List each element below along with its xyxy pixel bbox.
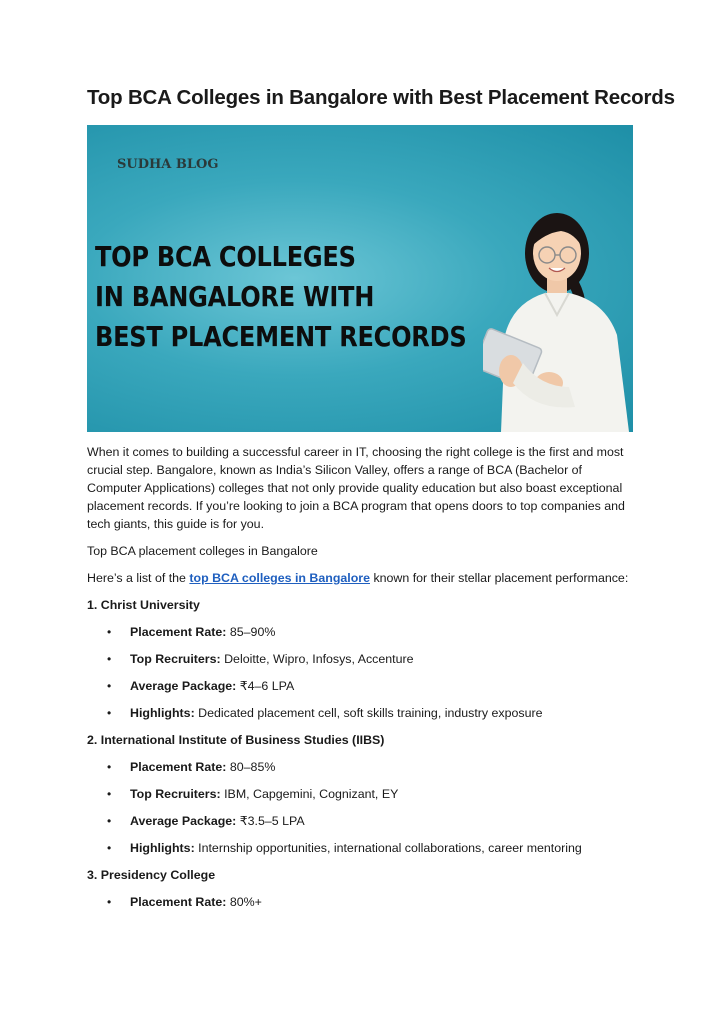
college-list-2 xyxy=(87,758,633,857)
bullet-icon: • xyxy=(107,895,112,909)
list-item xyxy=(87,650,633,668)
item-label: Placement Rate: xyxy=(130,625,227,639)
intro-paragraph: When it comes to building a successful career in IT, choosing the right college is the first and most crucial step. Bangalore, known as India’s Silicon Valley, offers a range of BCA (Bachelor of Computer Applications) colleges that not only provide quality education but also boast exceptional placement records. If you’re looking to join a BCA program that opens doors to top companies and tech giants, this guide is for you. xyxy=(87,445,625,531)
item-label: Placement Rate: xyxy=(130,760,227,774)
college-list-1 xyxy=(87,623,633,722)
item-label: Average Package: xyxy=(130,814,237,828)
item-value: Dedicated placement cell, soft skills training, industry exposure xyxy=(198,706,543,720)
item-label: Top Recruiters: xyxy=(130,652,221,666)
bullet-icon: • xyxy=(107,787,112,801)
bullet-icon: • xyxy=(107,625,112,639)
banner-image xyxy=(87,125,633,432)
student-illustration xyxy=(483,125,633,432)
college-list-3 xyxy=(87,893,633,911)
item-label: Highlights: xyxy=(130,706,195,720)
subheading: Top BCA placement colleges in Bangalore xyxy=(87,544,318,558)
item-label: Highlights: xyxy=(130,841,195,855)
list-item xyxy=(87,839,633,857)
article-body xyxy=(87,443,633,920)
bullet-icon: • xyxy=(107,652,112,666)
bullet-icon: • xyxy=(107,706,112,720)
item-value: 85–90% xyxy=(229,625,276,639)
bullet-icon: • xyxy=(107,814,112,828)
page-title: Top BCA Colleges in Bangalore with Best Placement Records xyxy=(87,86,675,109)
item-value: 80%+ xyxy=(229,895,262,909)
banner-headline-line-2: IN BANGALORE WITH xyxy=(95,280,375,313)
bullet-icon: • xyxy=(107,679,112,693)
item-label: Top Recruiters: xyxy=(130,787,221,801)
banner-headline-line-3: BEST PLACEMENT RECORDS xyxy=(95,320,467,353)
item-value: Internship opportunities, international collaborations, career mentoring xyxy=(198,841,582,855)
list-item xyxy=(87,785,633,803)
college-title-1: 1. Christ University xyxy=(87,598,200,612)
college-title-2: 2. International Institute of Business Studies (IIBS) xyxy=(87,733,385,747)
item-value: 80–85% xyxy=(229,760,276,774)
banner-headline-line-1: TOP BCA COLLEGES xyxy=(95,240,356,273)
item-label: Average Package: xyxy=(130,679,237,693)
item-value: ₹3.5–5 LPA xyxy=(239,814,305,828)
banner-brand: SUDHA BLOG xyxy=(117,157,219,172)
bullet-icon: • xyxy=(107,841,112,855)
item-label: Placement Rate: xyxy=(130,895,227,909)
list-item xyxy=(87,623,633,641)
list-item xyxy=(87,677,633,695)
college-title-3: 3. Presidency College xyxy=(87,868,216,882)
list-item xyxy=(87,758,633,776)
item-value: Deloitte, Wipro, Infosys, Accenture xyxy=(224,652,414,666)
banner-headline xyxy=(95,237,466,357)
list-item xyxy=(87,893,633,911)
list-item xyxy=(87,812,633,830)
item-value: ₹4–6 LPA xyxy=(239,679,295,693)
list-intro xyxy=(87,569,633,587)
list-item xyxy=(87,704,633,722)
item-value: IBM, Capgemini, Cognizant, EY xyxy=(224,787,399,801)
bullet-icon: • xyxy=(107,760,112,774)
colleges-link[interactable]: top BCA colleges in Bangalore xyxy=(189,571,370,585)
list-intro-after: known for their stellar placement performance: xyxy=(370,571,629,585)
list-intro-before: Here’s a list of the xyxy=(87,571,190,585)
